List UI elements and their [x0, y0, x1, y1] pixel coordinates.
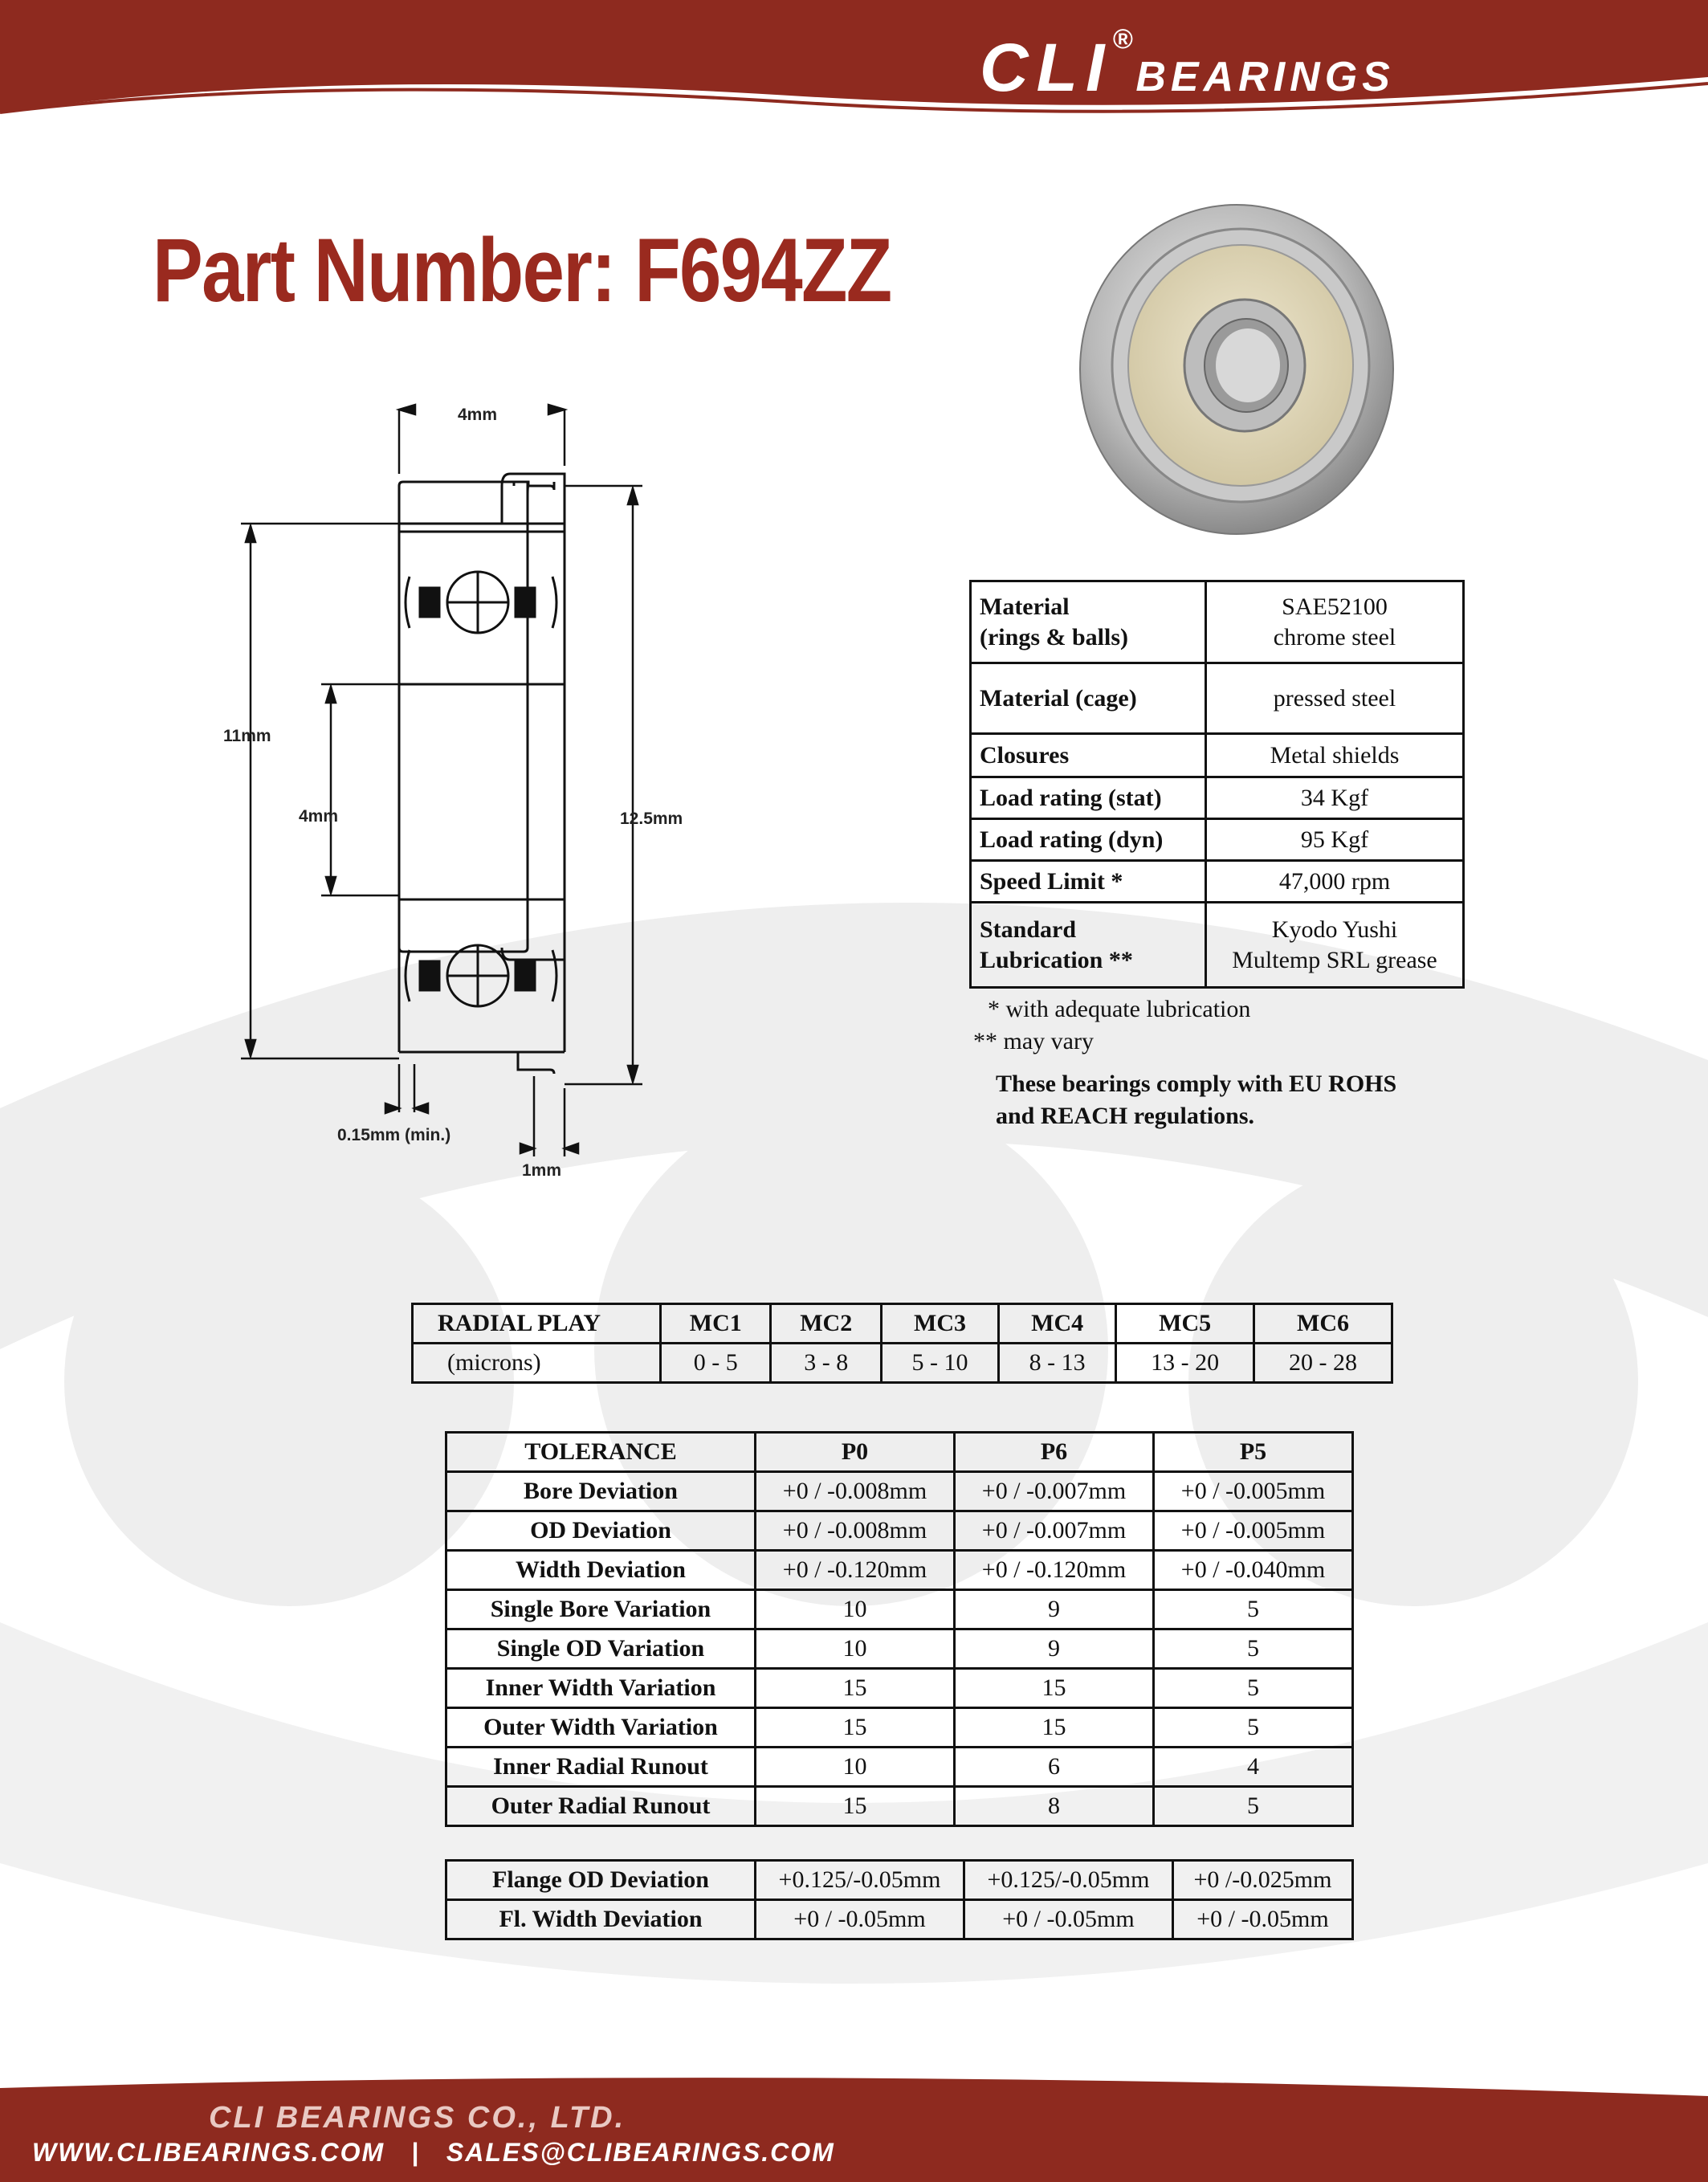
table-row — [446, 1433, 1353, 1472]
cell: 6 — [955, 1748, 1154, 1787]
row-label: OD Deviation — [446, 1511, 756, 1551]
spec-value: pressed steel — [1206, 663, 1464, 734]
tolerance-col: P0 — [756, 1433, 955, 1472]
spec-value: 47,000 rpm — [1206, 861, 1464, 903]
tolerance-col: P5 — [1154, 1433, 1353, 1472]
dim-chamfer: 0.15mm (min.) — [337, 1126, 451, 1144]
table-row — [971, 819, 1464, 861]
cell: 10 — [756, 1590, 955, 1629]
logo-registered: ® — [1112, 24, 1133, 55]
note-lubrication: * with adequate lubrication — [988, 996, 1251, 1022]
cell: 15 — [756, 1669, 955, 1708]
cell: 15 — [756, 1787, 955, 1826]
table-row — [971, 777, 1464, 819]
footer-separator: | — [411, 2138, 420, 2167]
tolerance-table — [445, 1431, 1354, 1827]
dim-width-top: 4mm — [458, 406, 498, 424]
row-label: Width Deviation — [446, 1551, 756, 1590]
footer-company: CLI BEARINGS CO., LTD. — [209, 2101, 626, 2135]
table-row — [971, 581, 1464, 663]
footer-contact — [32, 2138, 835, 2168]
compliance-statement: These bearings comply with EU ROHS and REACH regulations. — [996, 1071, 1397, 1129]
row-label: Inner Radial Runout — [446, 1748, 756, 1787]
footer-email-link[interactable]: SALES@CLIBEARINGS.COM — [446, 2138, 835, 2167]
cell: +0 / -0.007mm — [955, 1472, 1154, 1511]
cell: +0 / -0.05mm — [1172, 1900, 1352, 1939]
cell: 5 — [1154, 1629, 1353, 1669]
header-band — [0, 0, 1708, 128]
tolerance-header: TOLERANCE — [446, 1433, 756, 1472]
radial-col: MC6 — [1254, 1304, 1392, 1344]
radial-header: RADIAL PLAY — [413, 1304, 661, 1344]
radial-col: MC2 — [771, 1304, 881, 1344]
dim-outer-diameter: 11mm — [223, 727, 271, 745]
cell: 15 — [955, 1708, 1154, 1748]
cell: 9 — [955, 1629, 1154, 1669]
table-row — [446, 1669, 1353, 1708]
cell: +0 / -0.05mm — [756, 1900, 964, 1939]
cell: +0 / -0.005mm — [1154, 1511, 1353, 1551]
spec-key: Standard Lubrication ** — [971, 903, 1206, 988]
cell: +0.125/-0.05mm — [756, 1861, 964, 1900]
spec-key: Load rating (stat) — [971, 777, 1206, 819]
radial-col: MC1 — [661, 1304, 771, 1344]
dim-flange-diameter: 12.5mm — [620, 810, 683, 828]
spec-key: Speed Limit * — [971, 861, 1206, 903]
logo-main: CLI — [980, 30, 1113, 105]
flange-tolerance-table — [445, 1859, 1354, 1940]
radial-val: 20 - 28 — [1254, 1344, 1392, 1383]
cell: 5 — [1154, 1787, 1353, 1826]
row-label: Bore Deviation — [446, 1472, 756, 1511]
radial-val: 8 - 13 — [999, 1344, 1116, 1383]
bearing-photo — [1076, 201, 1397, 538]
tolerance-col: P6 — [955, 1433, 1154, 1472]
cell: +0 /-0.025mm — [1172, 1861, 1352, 1900]
spec-value: 34 Kgf — [1206, 777, 1464, 819]
table-row — [413, 1304, 1392, 1344]
spec-value: 95 Kgf — [1206, 819, 1464, 861]
page-title: Part Number: F694ZZ — [153, 220, 891, 320]
dim-bore-diameter: 4mm — [299, 807, 339, 826]
cell: 10 — [756, 1748, 955, 1787]
table-row — [446, 1551, 1353, 1590]
cell: 9 — [955, 1590, 1154, 1629]
cell: +0.125/-0.05mm — [964, 1861, 1172, 1900]
cell: +0 / -0.120mm — [756, 1551, 955, 1590]
row-label: Fl. Width Deviation — [446, 1900, 756, 1939]
radial-units: (microns) — [413, 1344, 661, 1383]
spec-key: Material (rings & balls) — [971, 581, 1206, 663]
cell: 8 — [955, 1787, 1154, 1826]
row-label: Single Bore Variation — [446, 1590, 756, 1629]
cell: 4 — [1154, 1748, 1353, 1787]
logo-sub: BEARINGS — [1135, 54, 1395, 100]
cell: 15 — [756, 1708, 955, 1748]
dim-flange-width: 1mm — [522, 1161, 562, 1180]
specs-table — [969, 580, 1465, 989]
radial-col: MC3 — [881, 1304, 998, 1344]
row-label: Single OD Variation — [446, 1629, 756, 1669]
table-row — [446, 1511, 1353, 1551]
spec-value: SAE52100 chrome steel — [1206, 581, 1464, 663]
footer-website-link[interactable]: WWW.CLIBEARINGS.COM — [32, 2138, 385, 2167]
table-row — [446, 1472, 1353, 1511]
brand-logo — [980, 24, 1395, 107]
table-row — [446, 1900, 1353, 1939]
cell: 15 — [955, 1669, 1154, 1708]
radial-col: MC4 — [999, 1304, 1116, 1344]
spec-key: Load rating (dyn) — [971, 819, 1206, 861]
radial-val: 5 - 10 — [881, 1344, 998, 1383]
table-row — [971, 734, 1464, 777]
note-may-vary: ** may vary — [973, 1028, 1094, 1054]
table-row — [446, 1708, 1353, 1748]
row-label: Flange OD Deviation — [446, 1861, 756, 1900]
spec-key: Closures — [971, 734, 1206, 777]
cell: 5 — [1154, 1590, 1353, 1629]
cell: +0 / -0.007mm — [955, 1511, 1154, 1551]
table-row — [971, 663, 1464, 734]
table-row — [446, 1590, 1353, 1629]
cell: +0 / -0.120mm — [955, 1551, 1154, 1590]
radial-play-table — [411, 1303, 1393, 1384]
radial-val: 0 - 5 — [661, 1344, 771, 1383]
cell: 5 — [1154, 1669, 1353, 1708]
table-row — [971, 903, 1464, 988]
spec-value: Kyodo Yushi Multemp SRL grease — [1206, 903, 1464, 988]
cell: 5 — [1154, 1708, 1353, 1748]
table-row — [446, 1861, 1353, 1900]
cell: +0 / -0.008mm — [756, 1472, 955, 1511]
table-row — [446, 1748, 1353, 1787]
row-label: Inner Width Variation — [446, 1669, 756, 1708]
cell: +0 / -0.008mm — [756, 1511, 955, 1551]
cell: +0 / -0.040mm — [1154, 1551, 1353, 1590]
row-label: Outer Radial Runout — [446, 1787, 756, 1826]
table-row — [446, 1629, 1353, 1669]
radial-val: 13 - 20 — [1116, 1344, 1254, 1383]
bearing-cross-section-drawing — [193, 385, 707, 1181]
spec-key: Material (cage) — [971, 663, 1206, 734]
table-row — [971, 861, 1464, 903]
radial-val: 3 - 8 — [771, 1344, 881, 1383]
cell: +0 / -0.05mm — [964, 1900, 1172, 1939]
cell: +0 / -0.005mm — [1154, 1472, 1353, 1511]
table-row — [413, 1344, 1392, 1383]
table-row — [446, 1787, 1353, 1826]
spec-value: Metal shields — [1206, 734, 1464, 777]
row-label: Outer Width Variation — [446, 1708, 756, 1748]
cell: 10 — [756, 1629, 955, 1669]
radial-col: MC5 — [1116, 1304, 1254, 1344]
